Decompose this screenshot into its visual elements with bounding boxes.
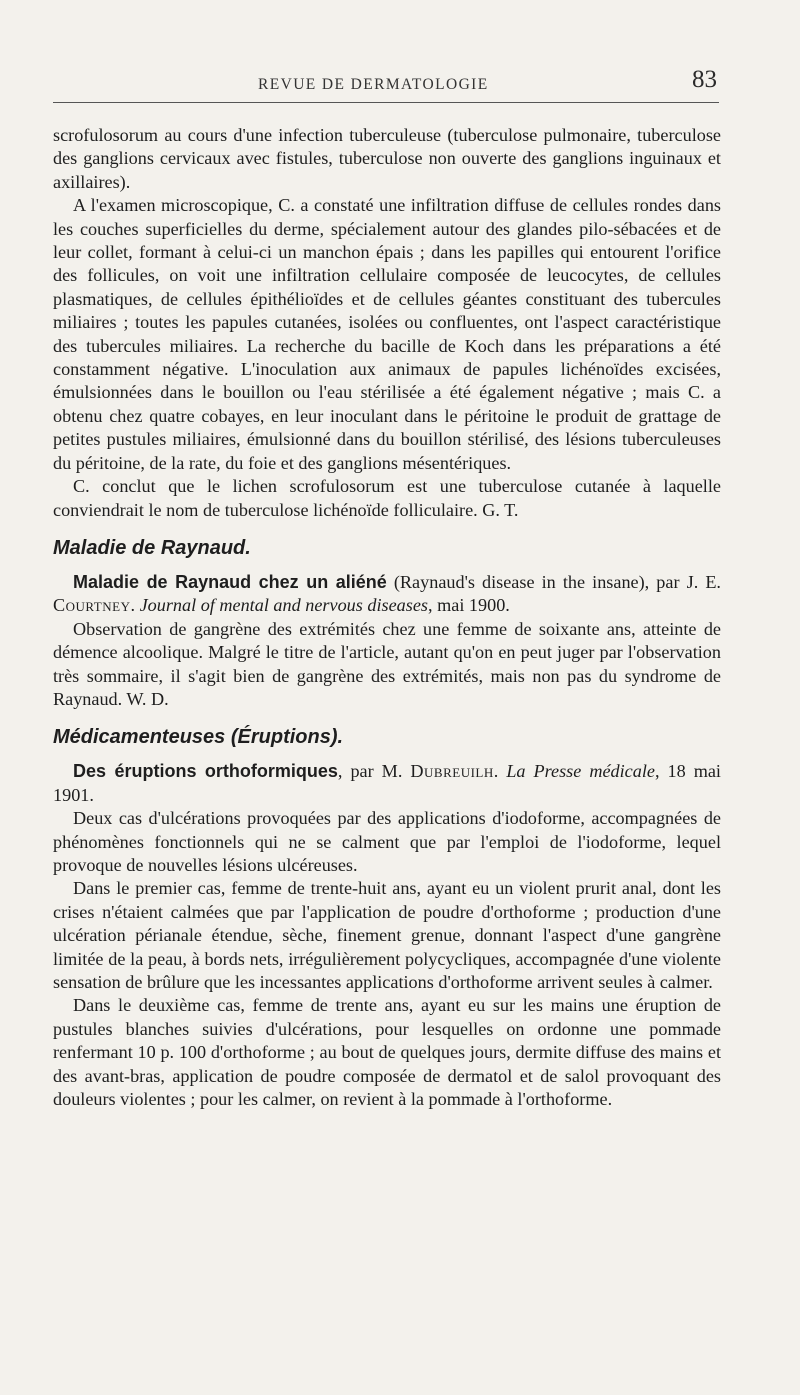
paragraph-case-two: Dans le deuxième cas, femme de trente ans, ayant eu sur les mains une éruption de pustules blanches suivies d'ulcérations, pour lesquelles on ordonne une pommade renfermant 10 p. 100 d'orthoforme ; au bout de quelques jours, dermite diffuse des mains et des avant-bras, application de poudre composée de dermatol et de salol provoquant des douleurs violentes ; pour les calmer, on revient à la pommade à l'orthoforme. — [53, 995, 721, 1110]
header-rule — [53, 102, 719, 103]
page-number: 83 — [692, 66, 717, 93]
running-head: REVUE DE DERMATOLOGIE — [258, 76, 489, 93]
article-title: Maladie de Raynaud chez un aliéné — [73, 571, 387, 592]
paragraph-case-one: Dans le premier cas, femme de trente-huit ans, ayant eu un violent prurit anal, dont les crises n'étaient calmées que par l'application de poudre d'orthoforme ; production d'une ulcération périanale étendue, sèche, finement grenue, donnant l'aspect d'une gangrène limitée de la peau, à bords nets, irrégulièrement polycycliques, accompagnée d'une violente sensation de brûlure que les incessantes applications d'orthoforme arrivent seules à calmer. — [53, 878, 721, 992]
citation-separator: . — [493, 761, 507, 782]
body-text — [53, 124, 721, 1111]
journal-name: Journal of mental and nervous diseases — [139, 595, 429, 616]
article-title: Des éruptions orthoformiques — [73, 761, 338, 782]
citation-by: , par M. — [337, 761, 411, 782]
paragraph-raynaud: Observation de gangrène des extrémités chez une femme de soixante ans, atteinte de démence alcoolique. Malgré le titre de l'article, autant qu'on en peut juger par l'observation très sommaire, il s'agit bien de gangrène des extrémités, mais non pas du syndrome de Raynaud. W. D. — [53, 618, 721, 709]
citation-date: , mai 1900. — [428, 595, 510, 616]
paragraph-conclusion: C. conclut que le lichen scrofulosorum est une tuberculose cutanée à laquelle conviendrait le nom de tuberculose lichénoïde folliculaire. G. T. — [53, 476, 721, 520]
article-citation-raynaud — [53, 571, 721, 618]
paragraph-orthoforme-intro: Deux cas d'ulcérations provoquées par des applications d'iodoforme, accompagnées de phénomènes fonctionnels qui ne se calment que par l'emploi de l'iodoforme, lequel provoque de nouvelles lésions ulcéreuses. — [53, 808, 721, 875]
section-title-raynaud: Maladie de Raynaud. — [53, 536, 251, 559]
citation-separator: . — [130, 595, 140, 616]
paragraph-continuation: scrofulosorum au cours d'une infection tuberculeuse (tuberculose pulmonaire, tuberculose des ganglions cervicaux avec fistules, tuberculose non ouverte des ganglions inguinaux et axillaires). — [53, 125, 721, 192]
paragraph-microscopy: A l'examen microscopique, C. a constaté une infiltration diffuse de cellules rondes dans les couches superficielles du derme, spécialement autour des glandes pilo-sébacées et de leur collet, formant à celui-ci un manchon épais ; dans les papilles qui entourent l'orifice des follicules, on voit une infiltration cellulaire composée de leucocytes, de cellules plasmatiques, de cellules épithélioïdes et de cellules géantes constituant des tubercules miliaires ; toutes les papules cutanées, isolées ou confluentes, ont l'aspect caractéristique des tubercules miliaires. La recherche du bacille de Koch dans les préparations a été constamment négative. L'inoculation aux animaux de papules lichénoïdes excisées, émulsionnées dans le bouillon ou l'eau stérilisée a été également négative ; mais C. a obtenu chez quatre cobayes, en leur inoculant dans le péritoine le produit de grattage de petites pustules miliaires, émulsionné dans du bouillon stérilisé, des lésions tuberculeuses du péritoine, de la rate, du foie et des ganglions mésentériques. — [53, 195, 721, 473]
citation-date: , 18 mai 1901. — [53, 761, 721, 805]
journal-name: La Presse médicale — [506, 761, 655, 782]
author-name: Courtney — [53, 595, 131, 616]
article-translation: (Raynaud's disease in the insane), par J. E. — [386, 571, 721, 592]
section-title-medicamenteuses: Médicamenteuses (Éruptions). — [53, 726, 344, 749]
article-citation-orthoforme — [53, 760, 721, 807]
author-name: Dubreuilh — [410, 761, 494, 782]
